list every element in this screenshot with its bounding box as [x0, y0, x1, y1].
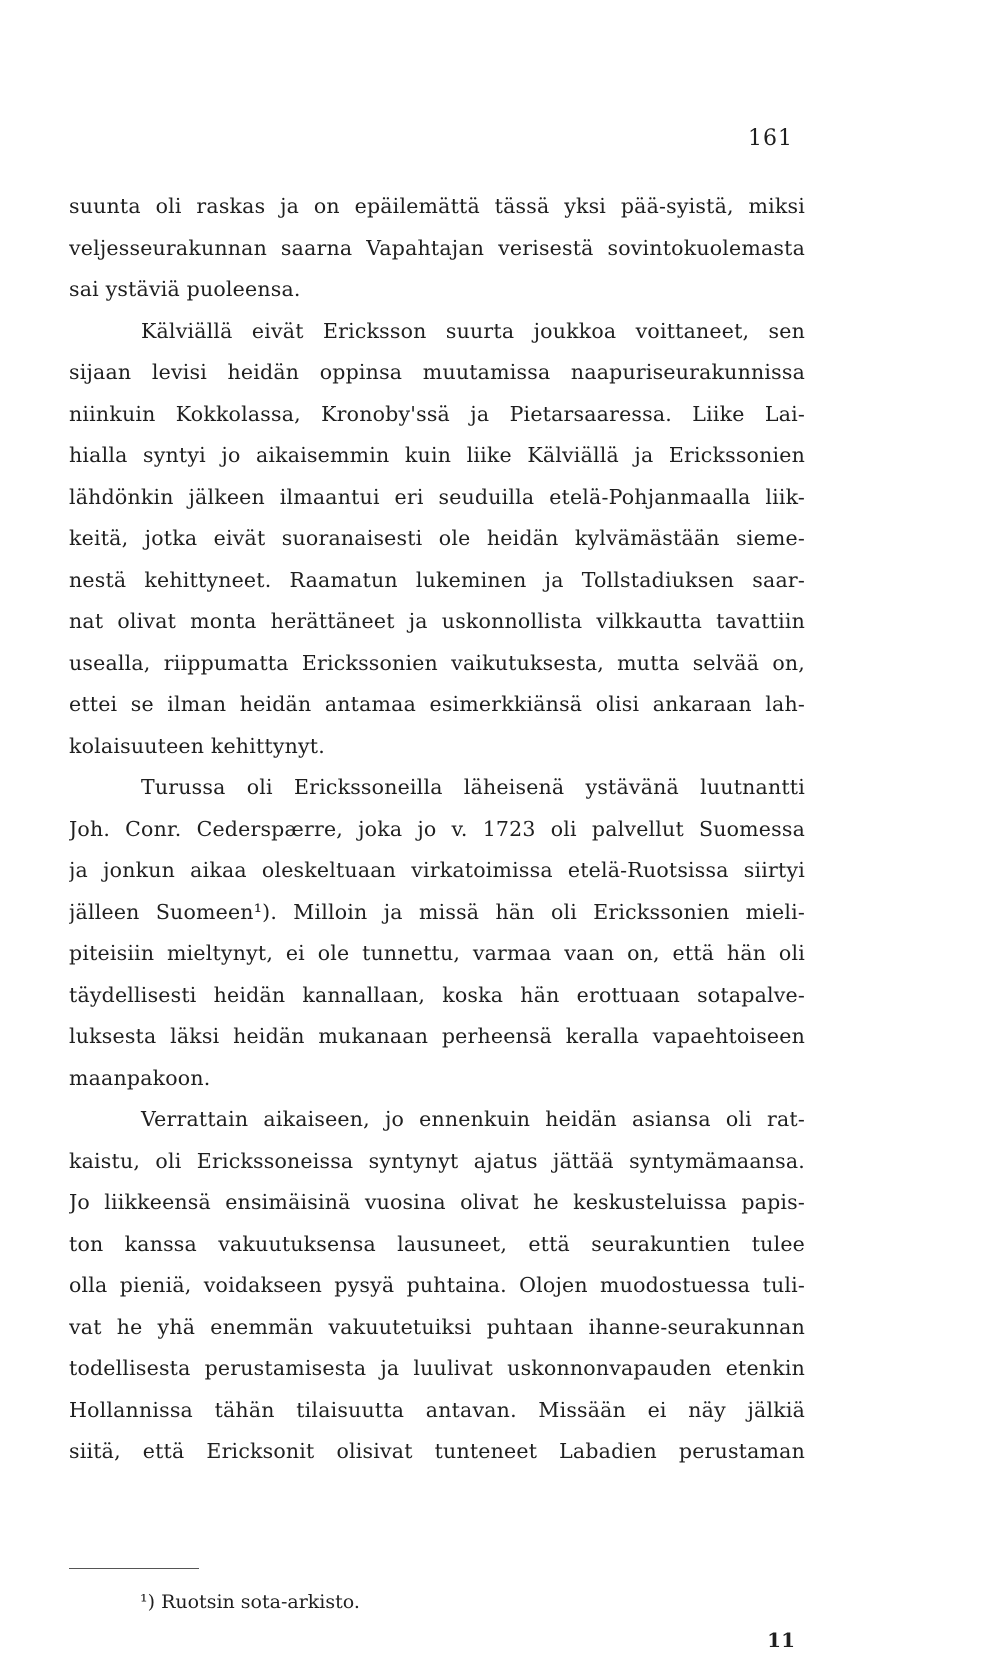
text-line: Joh. Conr. Cederspærre, joka jo v. 1723 oli palvellut Suomessa — [69, 816, 805, 841]
text-line: nat olivat monta herättäneet ja uskonnollista vilkkautta tavattiin — [69, 609, 805, 633]
text-line: Hollannissa tähän tilaisuutta antavan. Missään ei näy jälkiä — [69, 1397, 805, 1422]
page-number: 161 — [748, 126, 793, 151]
text-line: ja jonkun aikaa oleskeltuaan virkatoimissa etelä-Ruotsissa siirtyi — [69, 858, 805, 882]
text-line: sijaan levisi heidän oppinsa muutamissa naapuriseurakunnissa — [69, 360, 805, 384]
text-line: suunta oli raskas ja on epäilemättä tässä yksi pää-syistä, miksi — [69, 194, 805, 218]
footnote-text: Ruotsin sota-arkisto. — [161, 1591, 360, 1613]
text-line: usealla, riippumatta Erickssonien vaikutuksesta, mutta selvää on, — [69, 650, 805, 675]
text-line: Turussa oli Erickssoneilla läheisenä ystävänä luutnantti — [141, 775, 805, 799]
text-line: ettei se ilman heidän antamaa esimerkkiänsä olisi ankaraan lah- — [69, 692, 805, 716]
text-line: siitä, että Ericksonit olisivat tunteneet Labadien perustaman — [69, 1439, 805, 1463]
text-line: kaistu, oli Erickssoneissa syntynyt ajatus jättää syntymämaansa. — [69, 1148, 805, 1173]
text-line: maanpakoon. — [69, 1065, 211, 1090]
text-line: olla pieniä, voidakseen pysyä puhtaina. Olojen muodostuessa tuli- — [69, 1273, 805, 1297]
text-line: todellisesta perustamisesta ja luulivat uskonnonvapauden etenkin — [69, 1356, 805, 1380]
text-line: luksesta läksi heidän mukanaan perheensä keralla vapaehtoiseen — [69, 1024, 805, 1048]
text-line: piteisiin mieltynyt, ei ole tunnettu, varmaa vaan on, että hän oli — [69, 941, 805, 965]
text-line: jälleen Suomeen¹). Milloin ja missä hän oli Erickssonien mieli- — [69, 899, 805, 924]
text-line: Verrattain aikaiseen, jo ennenkuin heidän asiansa oli rat- — [141, 1107, 805, 1131]
text-line: nestä kehittyneet. Raamatun lukeminen ja Tollstadiuksen saar- — [69, 567, 805, 592]
text-line: Jo liikkeensä ensimäisinä vuosina olivat he keskusteluissa papis- — [69, 1190, 805, 1214]
text-line: täydellisesti heidän kannallaan, koska hän erottuaan sotapalve- — [69, 982, 805, 1007]
footnote — [140, 1591, 360, 1613]
text-line: kolaisuuteen kehittynyt. — [69, 733, 325, 758]
footnote-divider — [69, 1568, 199, 1569]
text-line: ton kanssa vakuutuksensa lausuneet, että seurakuntien tulee — [69, 1231, 805, 1256]
text-line: keitä, jotka eivät suoranaisesti ole heidän kylvämästään sieme- — [69, 526, 805, 550]
text-line: vat he yhä enemmän vakuutetuiksi puhtaan ihanne-seurakunnan — [69, 1314, 805, 1339]
body-text — [69, 186, 805, 1473]
text-line: Kälviällä eivät Ericksson suurta joukkoa voittaneet, sen — [141, 318, 805, 343]
printer-signature-mark: 11 — [767, 1628, 795, 1652]
text-line: niinkuin Kokkolassa, Kronoby'ssä ja Pietarsaaressa. Liike Lai- — [69, 401, 805, 426]
text-line: veljesseurakunnan saarna Vapahtajan verisestä sovintokuolemasta — [69, 235, 805, 260]
footnote-marker: ¹) — [140, 1591, 156, 1613]
text-line: sai ystäviä puoleensa. — [69, 277, 301, 301]
text-line: hialla syntyi jo aikaisemmin kuin liike Kälviällä ja Erickssonien — [69, 443, 805, 467]
text-line: lähdönkin jälkeen ilmaantui eri seuduilla etelä-Pohjanmaalla liik- — [69, 484, 805, 509]
